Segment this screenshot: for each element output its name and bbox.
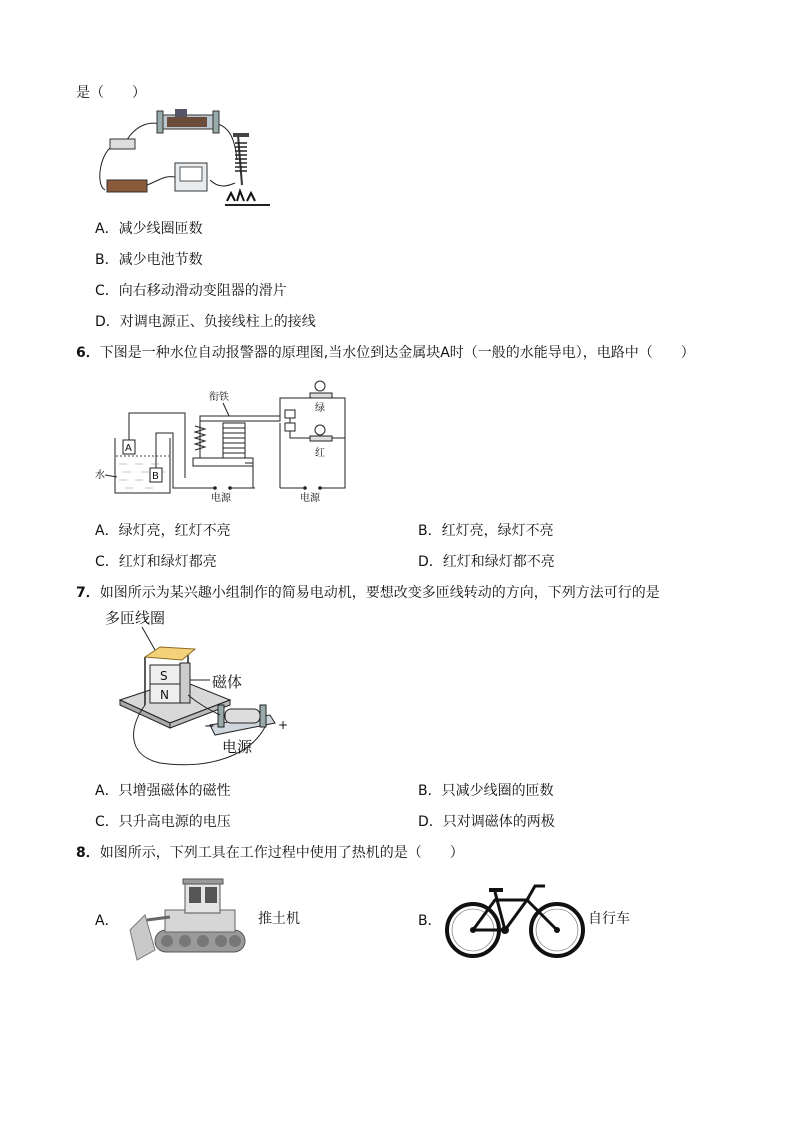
q8-stem: 8．如图所示，下列工具在工作过程中使用了热机的是（ ）	[76, 845, 464, 861]
q6-option-d[interactable]: D．红灯和绿灯都不亮	[418, 554, 555, 570]
fig-label-green: 绿	[315, 403, 325, 414]
q7-option-d[interactable]: D．只对调磁体的两极	[418, 814, 555, 830]
q5-option-a[interactable]: A．减少线圈匝数	[95, 221, 203, 237]
q6-figure-water-level-alarm	[95, 378, 355, 503]
q7-option-a[interactable]: A．只增强磁体的磁性	[95, 783, 231, 799]
q8-option-a-letter[interactable]: A．	[95, 913, 119, 929]
q5-option-c[interactable]: C．向右移动滑动变阻器的滑片	[95, 283, 287, 299]
fig-label-minus: −	[204, 719, 215, 734]
q7-stem: 7．如图所示为某兴趣小组制作的简易电动机，要想改变多匝线转动的方向，下列方法可行的是	[76, 585, 660, 601]
fig-label-block-b: B	[152, 471, 159, 482]
q7-figure-simple-motor	[100, 605, 300, 770]
fig-label-magnet: 磁体	[212, 673, 243, 691]
q7-option-b[interactable]: B．只减少线圈的匝数	[418, 783, 554, 799]
q8-option-a-text[interactable]: 推土机	[258, 911, 300, 927]
fig-label-coil: 多匝线圈	[105, 609, 166, 627]
q5-option-d[interactable]: D．对调电源正、负接线柱上的接线	[95, 314, 316, 330]
q5-stem-tail: 是（ ）	[76, 85, 146, 101]
q6-option-b[interactable]: B．红灯亮，绿灯不亮	[418, 523, 554, 539]
q6-option-a[interactable]: A．绿灯亮，红灯不亮	[95, 523, 231, 539]
fig-label-s: S	[160, 669, 168, 683]
fig-label-plus: +	[278, 718, 289, 732]
fig-label-power: 电源	[222, 738, 253, 756]
fig-label-power-left: 电源	[211, 493, 231, 503]
fig-label-armature: 衔铁	[209, 392, 229, 403]
bulldozer-image	[125, 875, 250, 965]
q6-stem: 6．下图是一种水位自动报警器的原理图,当水位到达金属块A时（一般的水能导电），电路中（ ）	[76, 345, 695, 361]
q6-option-c[interactable]: C．红灯和绿灯都亮	[95, 554, 217, 570]
fig-label-power-right: 电源	[300, 493, 320, 503]
q8-option-b-letter[interactable]: B．	[418, 913, 442, 929]
q7-option-c[interactable]: C．只升高电源的电压	[95, 814, 231, 830]
q5-figure-electromagnet-circuit	[95, 105, 275, 210]
q8-option-b-text[interactable]: 自行车	[588, 911, 630, 927]
fig-label-red: 红	[315, 448, 325, 459]
bicycle-image	[445, 878, 585, 960]
fig-label-block-a: A	[125, 443, 132, 454]
fig-label-n: N	[160, 688, 169, 702]
q5-option-b[interactable]: B．减少电池节数	[95, 252, 203, 268]
fig-label-water: 水	[95, 470, 105, 481]
